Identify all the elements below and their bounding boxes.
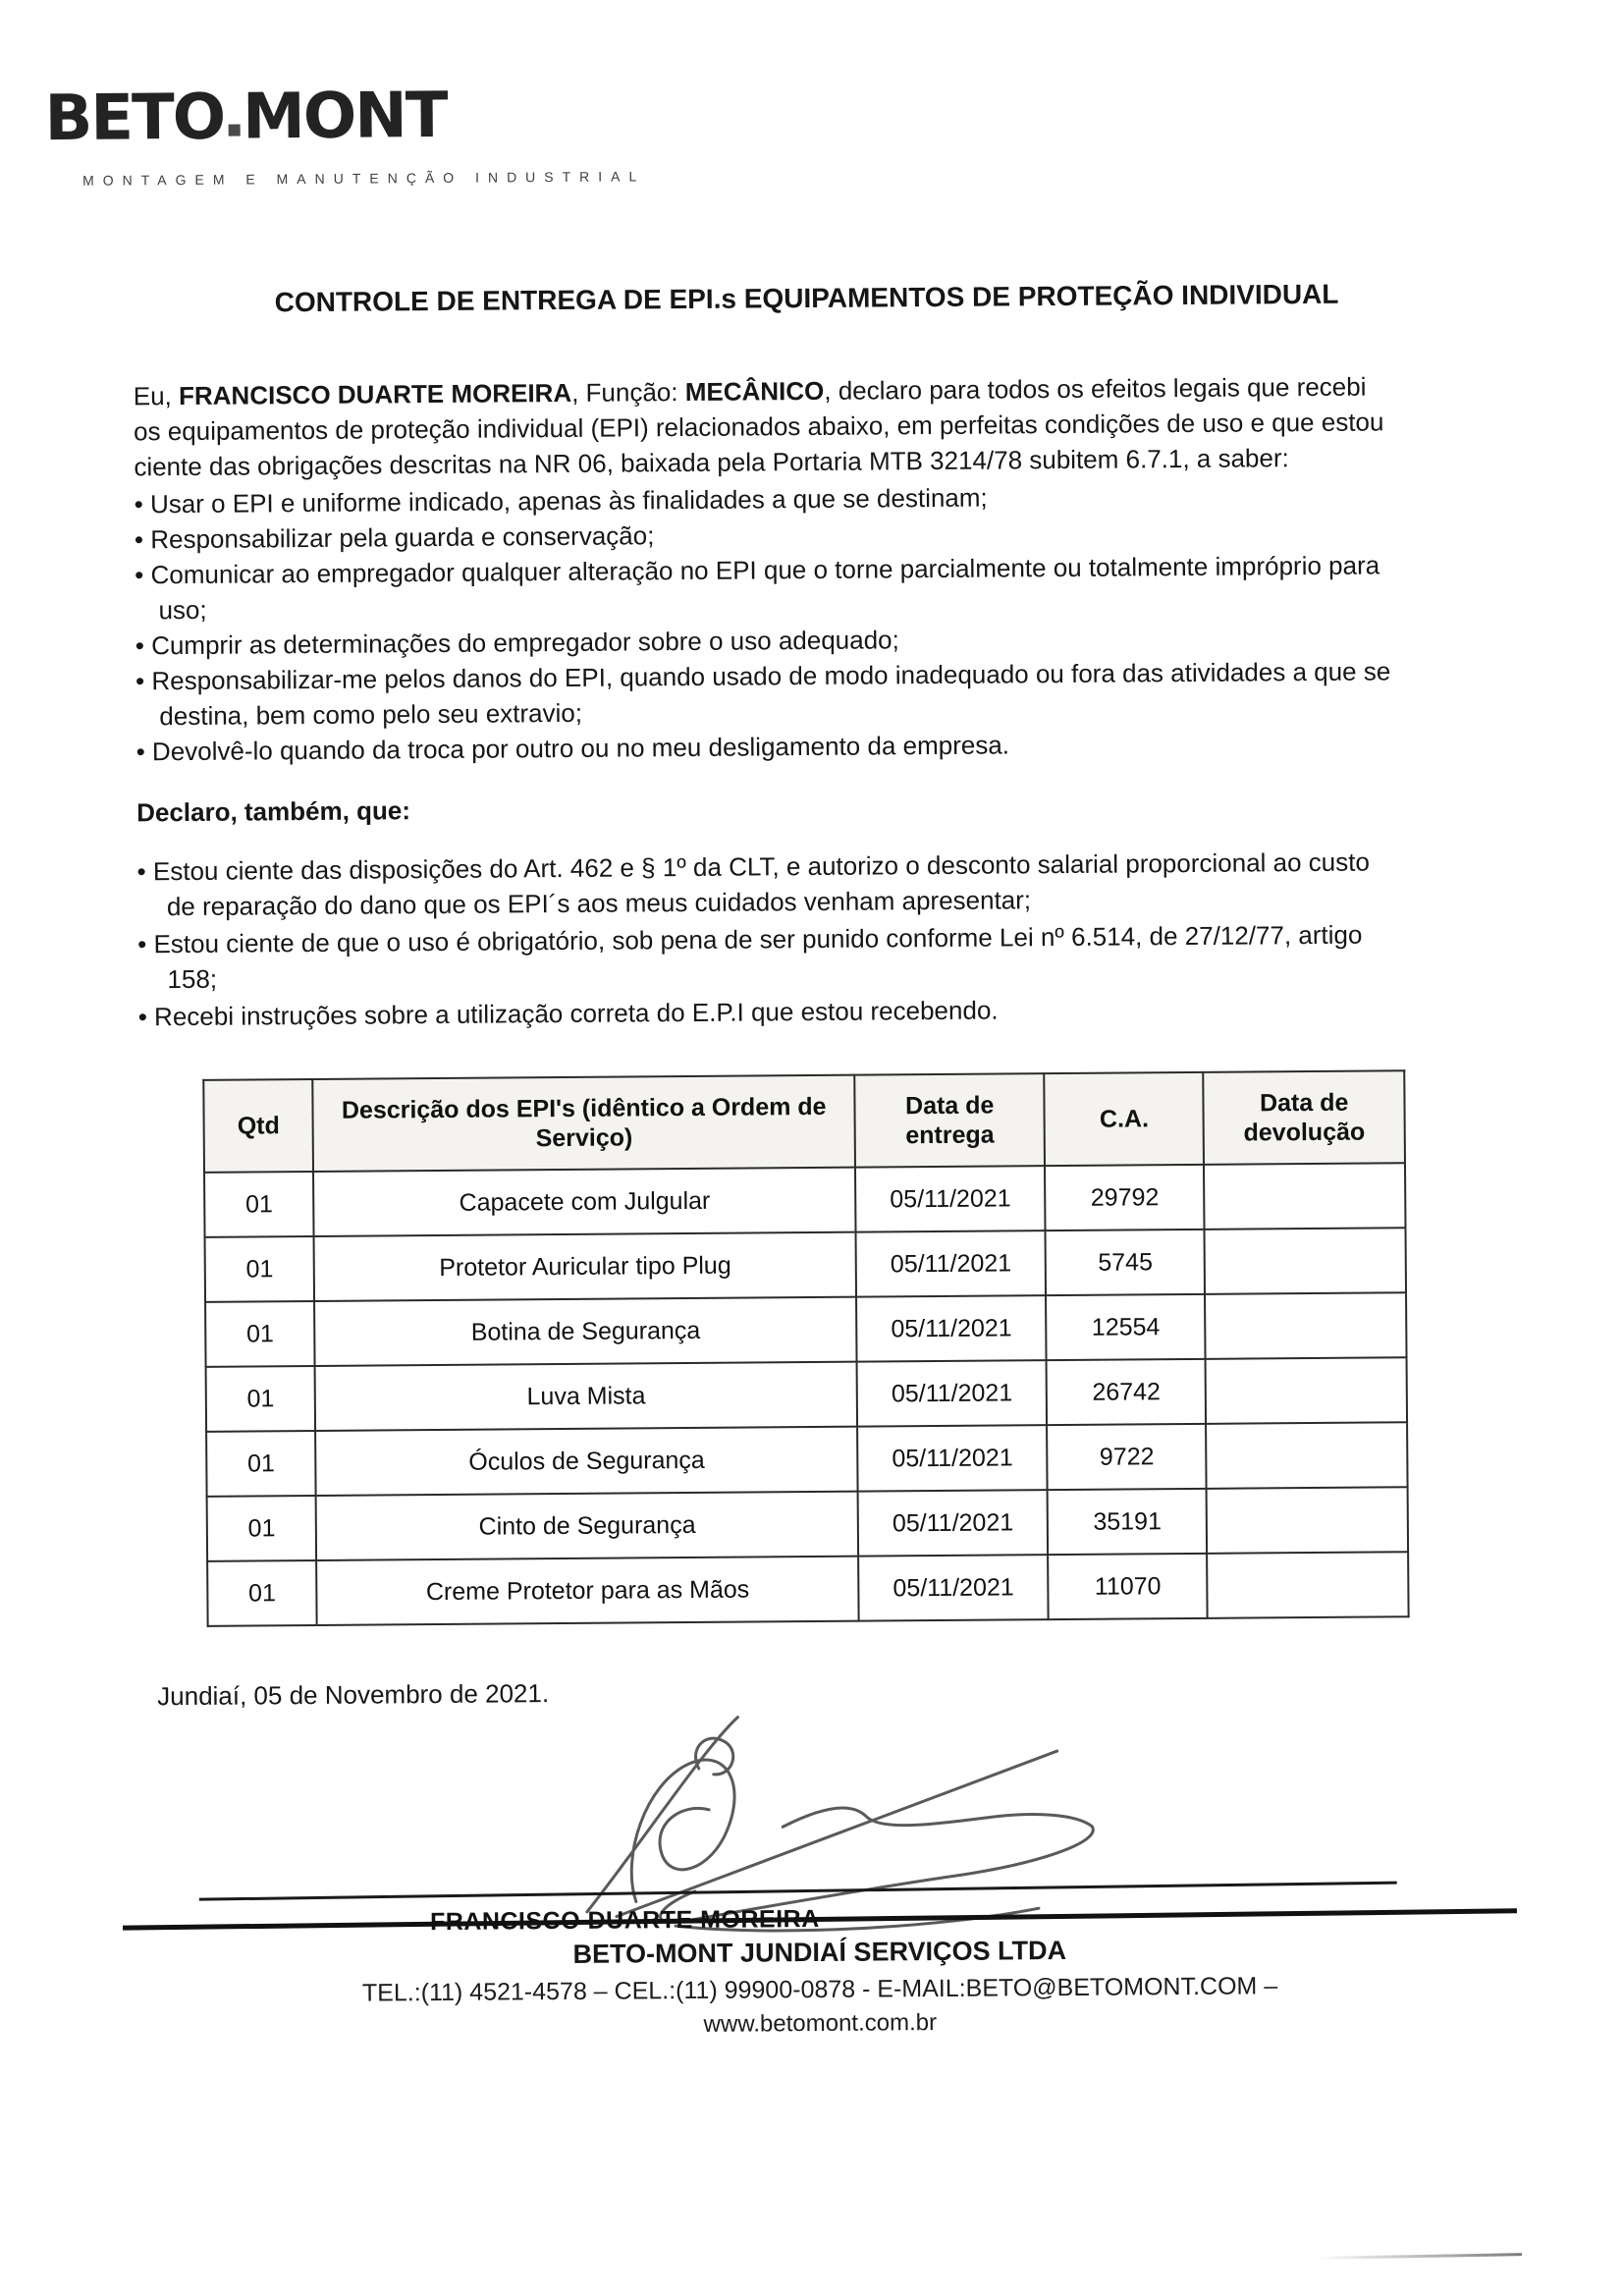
- cell-qtd: 01: [207, 1496, 317, 1561]
- list-item: • Estou ciente das disposições do Art. 462 e § 1º da CLT, e autorizo o desconto salarial proporcional ao custo de reparação do dano que os EPI´s aos meus cuidados venham apresentar;: [136, 844, 1404, 924]
- cell-descricao: Creme Protetor para as Mãos: [316, 1557, 858, 1625]
- cell-devolucao: [1207, 1487, 1408, 1554]
- cell-qtd: 01: [205, 1301, 315, 1367]
- cell-descricao: Luva Mista: [315, 1362, 857, 1431]
- list-item: • Usar o EPI e uniforme indicado, apenas às finalidades a que se destinam;: [135, 476, 1401, 521]
- list-item: • Estou ciente de que o uso é obrigatório, sob pena de ser punido conforme Lei nº 6.514, de 27/12/77, artigo 158;: [137, 916, 1405, 997]
- footer-website: www.betomont.com.br: [703, 2009, 938, 2038]
- table-row: [207, 1552, 1408, 1626]
- cell-entrega: 05/11/2021: [856, 1230, 1047, 1297]
- cell-devolucao: [1205, 1292, 1406, 1359]
- header-ca: C.A.: [1045, 1072, 1205, 1166]
- intro-body: , declaro para todos os efeitos legais que recebi os equipamentos de proteção individual (EPI) relacionados abaixo, em perfeitas condições de uso e que estou ciente das obrigações descritas na NR 06, baixada pela Portaria MTB 3214/78 subitem 6.7.1, a saber:: [133, 371, 1384, 482]
- logo-wordmark: [44, 78, 645, 155]
- list-item: • Cumprir as determinações do empregador sobre o uso adequado;: [135, 618, 1402, 663]
- cell-descricao: Óculos de Segurança: [315, 1427, 857, 1496]
- cell-descricao: Protetor Auricular tipo Plug: [314, 1232, 856, 1301]
- header-data-devolucao: Data de devolução: [1204, 1070, 1405, 1165]
- cell-qtd: 01: [204, 1172, 314, 1237]
- funcao-value: MECÂNICO: [684, 375, 825, 407]
- cell-entrega: 05/11/2021: [858, 1490, 1049, 1557]
- table-row: [206, 1422, 1407, 1497]
- cell-ca: 35191: [1048, 1489, 1208, 1555]
- cell-descricao: Botina de Segurança: [314, 1297, 856, 1366]
- cell-descricao: Capacete com Julgular: [313, 1168, 855, 1236]
- table-row: [207, 1487, 1408, 1561]
- document-title: CONTROLE DE ENTREGA DE EPI.s EQUIPAMENTOS DE PROTEÇÃO INDIVIDUAL: [274, 278, 1339, 318]
- cell-entrega: 05/11/2021: [857, 1425, 1048, 1492]
- list-item: • Devolvê-lo quando da troca por outro ou no meu desligamento da empresa.: [136, 724, 1403, 769]
- declaration-heading: Declaro, também, que:: [136, 795, 411, 828]
- table-row: [205, 1292, 1406, 1367]
- table-row: [205, 1228, 1406, 1302]
- document-body: [134, 368, 1413, 1965]
- cell-devolucao: [1206, 1422, 1407, 1489]
- cell-ca: 5745: [1046, 1230, 1206, 1295]
- cell-entrega: 05/11/2021: [858, 1555, 1049, 1621]
- footer-contact-line: TEL.:(11) 4521-4578 – CEL.:(11) 99900-0878 - E-MAIL:BETO@BETOMONT.COM –: [361, 1972, 1278, 2007]
- document-footer: [8, 1910, 1623, 2044]
- table-row: [206, 1357, 1407, 1432]
- cell-devolucao: [1204, 1163, 1405, 1230]
- list-item: • Responsabilizar-me pelos danos do EPI, quando usado de modo inadequado ou fora das atividades a que se destina, bem como pelo seu extravio;: [135, 653, 1403, 734]
- cell-ca: 29792: [1045, 1165, 1205, 1230]
- table-row: [204, 1163, 1405, 1237]
- cell-qtd: 01: [206, 1431, 316, 1497]
- logo-text-right: MONT: [242, 79, 447, 154]
- cell-ca: 11070: [1048, 1554, 1208, 1619]
- cell-devolucao: [1206, 1357, 1407, 1424]
- list-item: • Comunicar ao empregador qualquer alteração no EPI que o torne parcialmente ou totalmente impróprio para uso;: [135, 547, 1402, 628]
- intro-paragraph: [134, 368, 1401, 484]
- cell-qtd: 01: [206, 1366, 316, 1432]
- cell-entrega: 05/11/2021: [856, 1295, 1047, 1362]
- cell-devolucao: [1205, 1228, 1406, 1294]
- employee-name: FRANCISCO DUARTE MOREIRA: [178, 377, 572, 411]
- intro-prefix: Eu,: [133, 381, 180, 411]
- header-descricao: Descrição dos EPI's (idêntico a Ordem de Serviço): [313, 1075, 856, 1172]
- header-qtd: Qtd: [203, 1079, 313, 1173]
- cell-qtd: 01: [205, 1236, 315, 1302]
- company-logo: [44, 78, 645, 189]
- city-date-line: Jundiaí, 05 de Novembro de 2021.: [157, 1678, 550, 1712]
- cell-entrega: 05/11/2021: [855, 1166, 1046, 1232]
- footer-company-name: BETO-MONT JUNDIAÍ SERVIÇOS LTDA: [572, 1935, 1067, 1969]
- list-item: • Responsabilizar pela guarda e conservação;: [135, 512, 1401, 557]
- cell-entrega: 05/11/2021: [857, 1360, 1048, 1427]
- epi-delivery-table: [202, 1069, 1409, 1627]
- logo-text-left: BETO: [44, 81, 225, 156]
- list-item: • Recebi instruções sobre a utilização correta do E.P.I que estou recebendo.: [138, 989, 1405, 1034]
- logo-square-dot-icon: [228, 125, 240, 137]
- declarations-list: [136, 844, 1404, 1034]
- signature-printed-name: FRANCISCO DUARTE MOREIRA: [429, 1904, 820, 1937]
- header-data-entrega: Data de entrega: [854, 1073, 1045, 1168]
- cell-ca: 9722: [1047, 1424, 1207, 1490]
- cell-ca: 12554: [1046, 1294, 1206, 1360]
- cell-qtd: 01: [207, 1560, 317, 1626]
- obligations-list: [135, 476, 1403, 769]
- funcao-label: , Função:: [571, 376, 685, 408]
- table-header-row: [203, 1070, 1405, 1173]
- logo-tagline: MONTAGEM E MANUTENÇÃO INDUSTRIAL: [82, 168, 646, 189]
- cell-descricao: Cinto de Segurança: [316, 1492, 858, 1560]
- cell-ca: 26742: [1047, 1359, 1207, 1425]
- cell-devolucao: [1207, 1552, 1408, 1618]
